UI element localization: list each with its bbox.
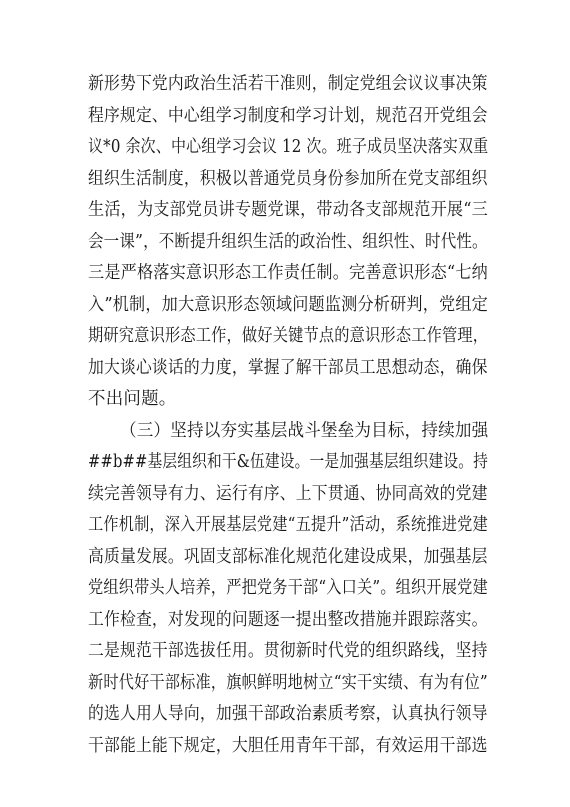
- body-line: 加大谈心谈话的力度，掌握了解干部员工思想动态，确保: [88, 358, 488, 378]
- body-line: 工作检查，对发现的问题逐一提出整改措施并跟踪落实。: [88, 610, 488, 630]
- section-heading-line: （三）坚持以夯实基层战斗堡垒为目标，持续加强: [120, 421, 489, 441]
- body-line: 二是规范干部选拔任用。贯彻新时代党的组织路线，坚持: [88, 641, 488, 661]
- body-line: 工作机制，深入开展基层党建“五提升”活动，系统推进党建: [88, 515, 488, 535]
- body-line: 新时代好干部标准，旗帜鲜明地树立“实干实绩、有为有位”: [88, 673, 488, 693]
- body-line: 生活，为支部党员讲专题党课，带动各支部规范开展“三: [88, 200, 488, 220]
- body-line: 会一课”，不断提升组织生活的政治性、组织性、时代性。: [88, 232, 488, 252]
- body-line: 组织生活制度，积极以普通党员身份参加所在党支部组织: [88, 169, 488, 189]
- body-line: 续完善领导有力、运行有序、上下贯通、协同高效的党建: [88, 484, 488, 504]
- body-line: 高质量发展。巩固支部标准化规范化建设成果，加强基层: [88, 547, 488, 567]
- body-line: 新形势下党内政治生活若干准则，制定党组会议议事决策: [88, 74, 488, 94]
- body-line: 议*0 余次、中心组学习会议 12 次。班子成员坚决落实双重: [88, 137, 489, 157]
- body-line: 干部能上能下规定，大胆任用青年干部，有效运用干部选: [88, 736, 488, 756]
- body-line: 程序规定、中心组学习制度和学习计划，规范召开党组会: [88, 106, 488, 126]
- body-line: 入”机制，加大意识形态领域问题监测分析研判，党组定: [88, 295, 488, 315]
- body-line: ##b##基层组织和干&伍建设。一是加强基层组织建设。持: [88, 452, 489, 472]
- body-line: 的选人用人导向，加强干部政治素质考察，认真执行领导: [88, 704, 488, 724]
- body-line: 期研究意识形态工作，做好关键节点的意识形态工作管理，: [88, 326, 489, 346]
- body-line: 不出问题。: [88, 389, 177, 409]
- body-line: 党组织带头人培养，严把党务干部“入口关”。组织开展党建: [88, 578, 488, 598]
- body-line: 三是严格落实意识形态工作责任制。完善意识形态“七纳: [88, 263, 488, 283]
